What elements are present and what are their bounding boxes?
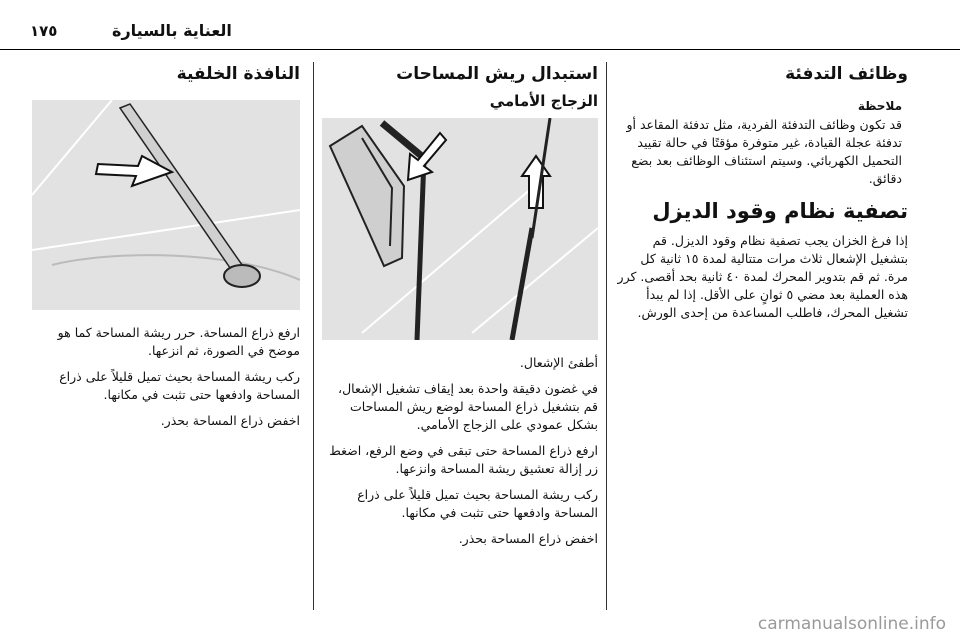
watermark: carmanualsonline.info — [757, 614, 946, 634]
wiper-replacement-heading: استبدال ريش المساحات — [396, 64, 598, 84]
diesel-bleeding-text: إذا فرغ الخزان يجب تصفية نظام وقود الديزل. قم بتشغيل الإشعال ثلاث مرات متتالية لمدة ١٥ ثانية كل مرة. ثم قم بتدوير المحرك لمدة ٤٠ ثانية بحد أقصى. كرر هذه العملية بعد مضي ٥ ثوانٍ على الأقل. إذا لم يبدأ تشغيل المحرك، فاطلب المساعدة من إحدى الورش. — [617, 233, 908, 320]
rear-wiper-step-1: ارفع ذراع المساحة. حرر ريشة المساحة كما هو موضح في الصورة، ثم انزعها. — [57, 325, 300, 358]
windscreen-wiper-illustration — [322, 118, 598, 340]
rear-wiper-step-3: اخفض ذراع المساحة بحذر. — [160, 413, 300, 428]
column-divider — [606, 62, 607, 610]
rear-wiper-illustration — [32, 100, 300, 310]
wiper-step-1: أطفئ الإشعال. — [519, 355, 598, 370]
header-rule — [0, 49, 960, 50]
column-heating-diesel — [613, 62, 908, 330]
wiper-step-4: ركب ريشة المساحة بحيث تميل قليلاً على ذراع المساحة وادفعها حتى تثبت في مكانها. — [357, 487, 598, 520]
column-wiper-replacement — [322, 62, 598, 556]
note-text: قد تكون وظائف التدفئة الفردية، مثل تدفئة المقاعد أو تدفئة عجلة القيادة، غير متوفرة مؤقتًا في حالة تقييد التحميل الكهربائي. وسيتم استئناف الوظائف بعد بضع دقائق. — [626, 117, 902, 186]
windscreen-subheading: الزجاج الأمامي — [489, 92, 598, 110]
rear-wiper-step-2: ركب ريشة المساحة بحيث تميل قليلاً على ذراع المساحة وادفعها حتى تثبت في مكانها. — [59, 369, 300, 402]
wiper-step-3: ارفع ذراع المساحة حتى تبقى في وضع الرفع، اضغط زر إزالة تعشيق ريشة المساحة وانزعها. — [329, 443, 598, 476]
column-rear-window — [30, 62, 300, 438]
wiper-step-2: في غضون دقيقة واحدة بعد إيقاف تشغيل الإشعال، قم بتشغيل ذراع المساحة لوضع ريش المساحات بشكل عمودي على الزجاج الأمامي. — [338, 381, 598, 432]
note-label: ملاحظة — [857, 99, 902, 113]
page-number: ١٧٥ — [30, 22, 58, 40]
heating-functions-heading: وظائف التدفئة — [785, 64, 908, 84]
chapter-title: العناية بالسيارة — [112, 21, 232, 40]
wiper-step-5: اخفض ذراع المساحة بحذر. — [458, 531, 598, 546]
wiper-pivot — [224, 265, 260, 287]
diesel-bleeding-heading: تصفية نظام وقود الديزل — [652, 199, 908, 223]
page-header — [0, 0, 960, 50]
column-divider — [313, 62, 314, 610]
rear-window-heading: النافذة الخلفية — [176, 64, 300, 84]
